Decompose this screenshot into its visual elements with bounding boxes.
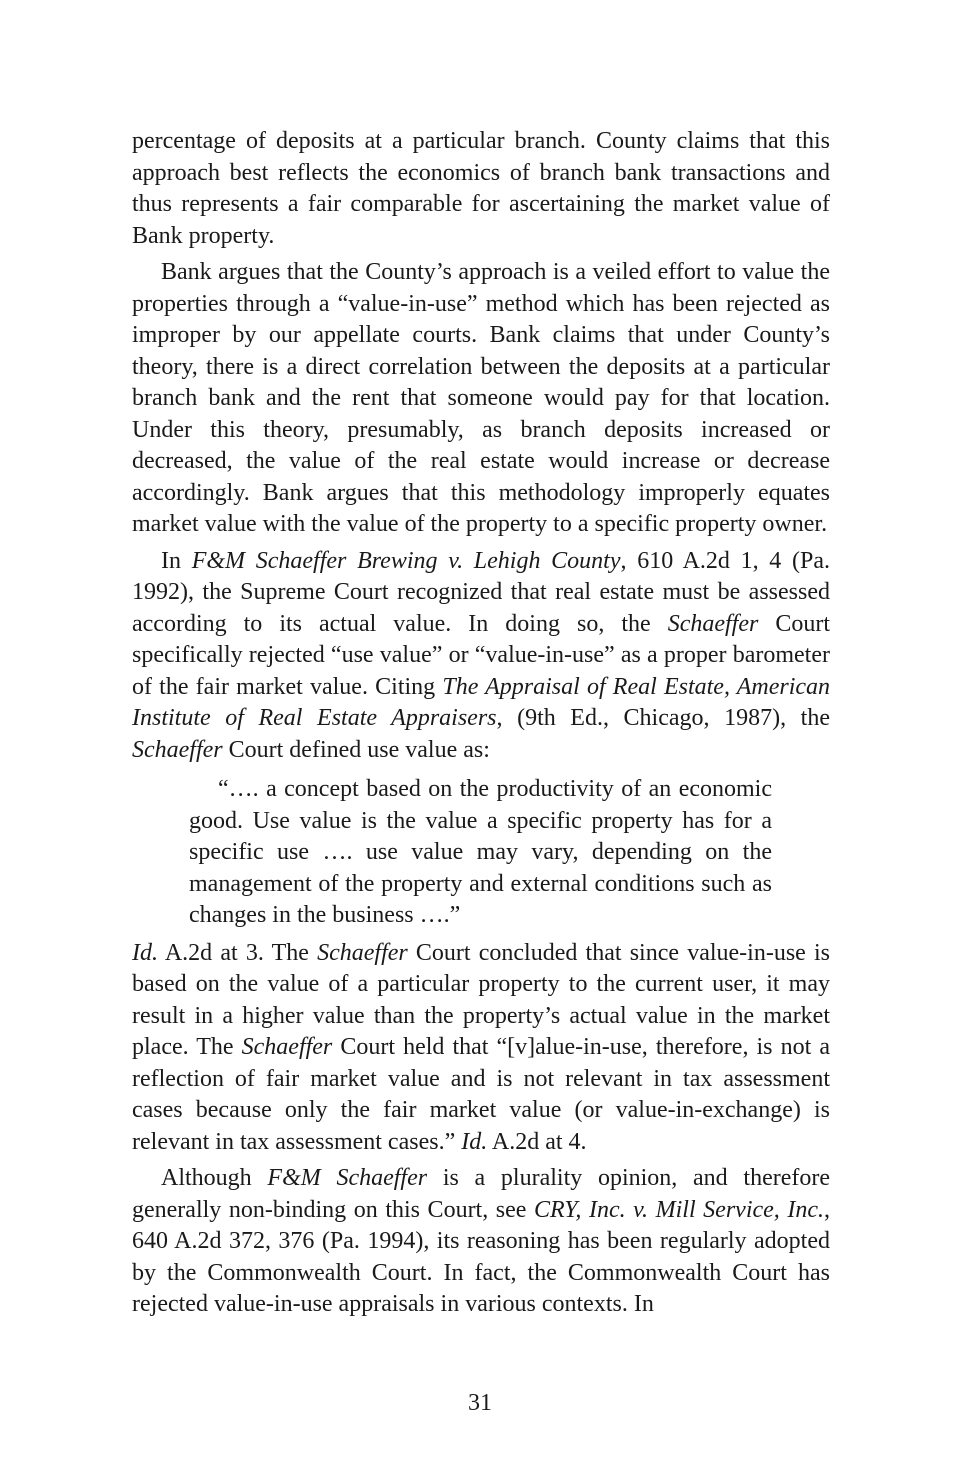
block-quote: “…. a concept based on the productivity of an economic good. Use value is the value a specific property has for a specific use …. use value may vary, depending on the management of the property and external conditions such as changes in the business ….” xyxy=(189,776,772,928)
paragraph-schaeffer-holding xyxy=(132,546,830,767)
text-run: Court specifically rejected “use value” or “value-in-use” as a proper barometer of the fair market value. Citing xyxy=(132,610,831,700)
text-run: A.2d at 3. The xyxy=(158,939,318,966)
case-short-name: Schaeffer xyxy=(132,736,223,763)
paragraph-bank-argument: Bank argues that the County’s approach is a veiled effort to value the properties through a “value-in-use” method which has been rejected as improper by our appellate courts. Bank claims that under County’s theory, there is a direct correlation between the deposits at a particular branch bank and the rent that someone would pay for that location. Under this theory, presumably, as branch deposits increased or decreased, the value of the real estate would increase or decrease accordingly. Bank argues that this methodology improperly equates market value with the value of the property to a specific property owner. xyxy=(132,259,830,537)
text-run: A.2d at 4. xyxy=(487,1128,587,1155)
case-citation: CRY, Inc. v. Mill Service, Inc. xyxy=(534,1196,825,1223)
text-run: , (9th Ed., Chicago, 1987), the xyxy=(496,705,830,731)
text-run: Court defined use value as: xyxy=(222,736,490,763)
text-run: , 610 A.2d 1, 4 (Pa. 1992), the Supreme Court recognized that real estate must be assessed according to its actual value. In doing so, the xyxy=(132,547,830,637)
text-run: In xyxy=(161,547,192,574)
case-short-name: Schaeffer xyxy=(317,939,408,966)
text-run: Court held that “[v]alue-in-use, therefore, is not a reflection of fair market value and is not relevant in tax assessment cases because only the fair market value (or value-in-exchange) is relevant in tax assessment cases.” xyxy=(132,1034,830,1155)
treatise-citation: The Appraisal of Real Estate, American Institute of Real Estate Appraisers xyxy=(132,673,831,731)
case-short-name: F&M Schaeffer xyxy=(267,1165,428,1191)
text-run: is a plurality opinion, and therefore generally non-binding on this Court, see xyxy=(132,1165,831,1223)
case-short-name: Schaeffer xyxy=(241,1034,333,1060)
paragraph-schaeffer-conclusion xyxy=(132,938,830,1159)
paragraph-continuation: percentage of deposits at a particular branch. County claims that this approach best reflects the economics of branch bank transactions and thus represents a fair comparable for ascertaining the market value of Bank property. xyxy=(132,128,830,249)
page-number: 31 xyxy=(468,1390,492,1416)
paragraph-plurality-opinion xyxy=(132,1163,830,1321)
text-run: , 640 A.2d 372, 376 (Pa. 1994), its reasoning has been regularly adopted by the Commonwealth Court. In fact, the Commonwealth Court has rejected value-in-use appraisals in various contexts. In xyxy=(132,1196,831,1317)
case-short-name: Schaeffer xyxy=(667,610,759,637)
id-citation: Id. xyxy=(461,1128,488,1155)
case-citation: F&M Schaeffer Brewing v. Lehigh County xyxy=(191,547,621,574)
id-citation: Id. xyxy=(132,939,158,966)
document-body xyxy=(132,126,830,1326)
text-run: Although xyxy=(161,1165,268,1191)
text-run: Court concluded that since value-in-use is based on the value of a particular property to the current user, it may result in a higher value than the property’s actual value in the market place. The xyxy=(132,939,831,1060)
